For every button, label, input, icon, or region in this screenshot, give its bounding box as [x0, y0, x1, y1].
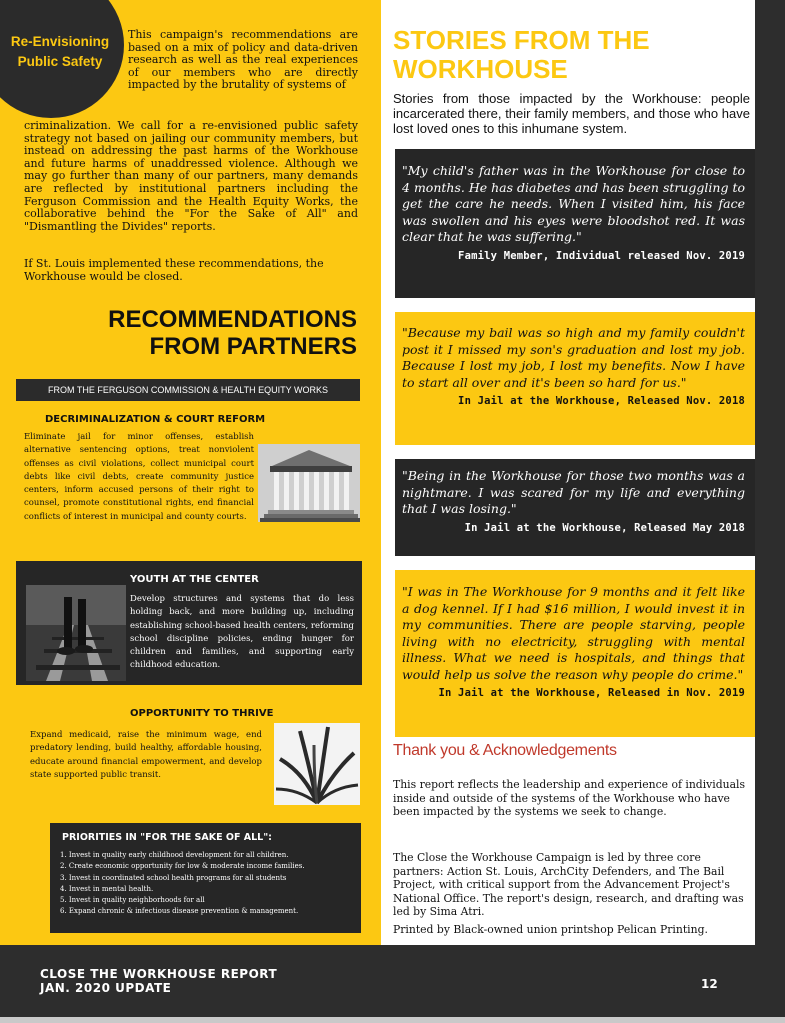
- quote-attribution: Family Member, Individual released Nov. 2019: [458, 249, 745, 262]
- youth-section: [16, 561, 362, 685]
- opportunity-body: Expand medicaid, raise the minimum wage, end predatory lending, build healthy, affordable housing, educate around financial empowerment, and develop state supported public transit.: [30, 730, 262, 780]
- section-badge-label: Re-Envisioning Public Safety: [10, 34, 110, 69]
- priorities-heading: PRIORITIES IN "FOR THE SAKE OF ALL":: [62, 832, 272, 843]
- quote-attribution: In Jail at the Workhouse, Released May 2018: [464, 521, 745, 534]
- opportunity-heading: OPPORTUNITY TO THRIVE: [130, 708, 274, 719]
- acknowledgements-paragraph-1: This report reflects the leadership and experience of individuals inside and outside of the systems of the Workhouse who have been impacted by the systems we seek to change.: [393, 778, 746, 819]
- left-column: [0, 0, 381, 945]
- source-bar: FROM THE FERGUSON COMMISSION & HEALTH EQUITY WORKS: [16, 379, 360, 401]
- viewer-bottom-strip: [0, 1017, 785, 1023]
- stories-title: STORIES FROM THE WORKHOUSE: [393, 25, 650, 84]
- intro-paragraph-1: This campaign's recommendations are based on a mix of policy and data-driven research as well as the real experiences of our members who are directly impacted by the brutality of systems of: [128, 28, 358, 92]
- quote-card: [395, 570, 755, 737]
- decrim-body: Eliminate jail for minor offenses, establish alternative sentencing options, treat nonviolent offenses as civil violations, collect municipal court debts like civil debts, create community justice centers, inform accused persons of their right to counsel, promote constitutional rights, end financial conflicts of interest in municipal and county courts.: [24, 432, 254, 522]
- page-number: 12: [701, 977, 718, 991]
- page-edge: [755, 0, 785, 945]
- quote-card: [395, 149, 755, 298]
- quote-card: [395, 312, 755, 445]
- plant-image: [274, 723, 360, 805]
- decrim-heading: DECRIMINALIZATION & COURT REFORM: [45, 414, 266, 425]
- intro-paragraph-2: criminalization. We call for a re-envisioned public safety strategy not based on jailing our community members, but instead on addressing the past harms of the Workhouse and future harms of unaddressed violence. Although we may go further than many of our partners, many demands are reflected by institutional partners including the Ferguson Commission and the Health Equity Works, the collaborative behind the "For the Sake of All" and "Dismantling the Divides" reports.: [24, 119, 358, 233]
- quote-text: "I was in The Workhouse for 9 months and it felt like a dog kennel. If I had $16 million, I would invest it in my communities. There are people starving, people living with no electricity, struggling with mental illness. What we need is hospitals, and things that would help us solve the reason why people do crime.": [402, 584, 745, 682]
- railroad-image: [26, 585, 126, 681]
- list-item: 5. Invest in quality neighborhoods for all: [60, 896, 205, 905]
- list-item: 4. Invest in mental health.: [60, 884, 154, 893]
- priorities-list: [60, 850, 358, 918]
- quote-text: "My child's father was in the Workhouse for close to 4 months. He has diabetes and has been struggling to get the care he needs. When I visited him, his face was swollen and his eyes were bloodshot red. It was clear that he was suffering.": [402, 163, 745, 244]
- acknowledgements-paragraph-2: The Close the Workhouse Campaign is led by three core partners: Action St. Louis, ArchCity Defenders, and The Bail Project, with critical support from the Advancement Project's National Office. The report's design, research, and drafting was led by Sima Atri.: [393, 851, 744, 919]
- page-footer: [0, 945, 785, 1017]
- list-item: 6. Expand chronic & infectious disease prevention & management.: [60, 907, 299, 916]
- stories-intro: Stories from those impacted by the Workhouse: people incarcerated there, their family members, and those who have lost loved ones to this inhumane system.: [393, 91, 750, 136]
- report-title: CLOSE THE WORKHOUSE REPORT JAN. 2020 UPDATE: [40, 967, 278, 995]
- acknowledgements-paragraph-3: Printed by Black-owned union printshop Pelican Printing.: [393, 923, 708, 936]
- quote-card: [395, 459, 755, 556]
- list-item: 3. Invest in coordinated school health programs for all students: [60, 873, 287, 882]
- quote-attribution: In Jail at the Workhouse, Released in Nov. 2019: [438, 687, 745, 699]
- recommendations-title: RECOMMENDATIONS FROM PARTNERS: [108, 306, 357, 360]
- courthouse-image: [258, 444, 360, 522]
- quote-text: "Being in the Workhouse for those two months was a nightmare. I was scared for my life and everything that I was losing.": [402, 468, 745, 516]
- quote-text: "Because my bail was so high and my family couldn't post it I missed my son's graduation and lost my job. Because I lost my job, I lost my benefits. Now I have to start all over and it's been so hard for us.": [402, 325, 745, 390]
- quote-attribution: In Jail at the Workhouse, Released Nov. 2018: [458, 395, 745, 407]
- list-item: 1. Invest in quality early childhood development for all children.: [60, 851, 289, 859]
- list-item: 2. Create economic opportunity for low & moderate income families.: [60, 862, 305, 871]
- priorities-box: [50, 823, 361, 933]
- acknowledgements-title: Thank you & Acknowledgements: [393, 742, 617, 759]
- youth-body: Develop structures and systems that do less holding back, and more building up, including establishing school-based health centers, reforming school discipline policies, ending hunger for children and families, and supporting early childhood education.: [130, 594, 354, 671]
- intro-paragraph-3: If St. Louis implemented these recommendations, the Workhouse would be closed.: [24, 257, 324, 283]
- youth-heading: YOUTH AT THE CENTER: [130, 574, 259, 585]
